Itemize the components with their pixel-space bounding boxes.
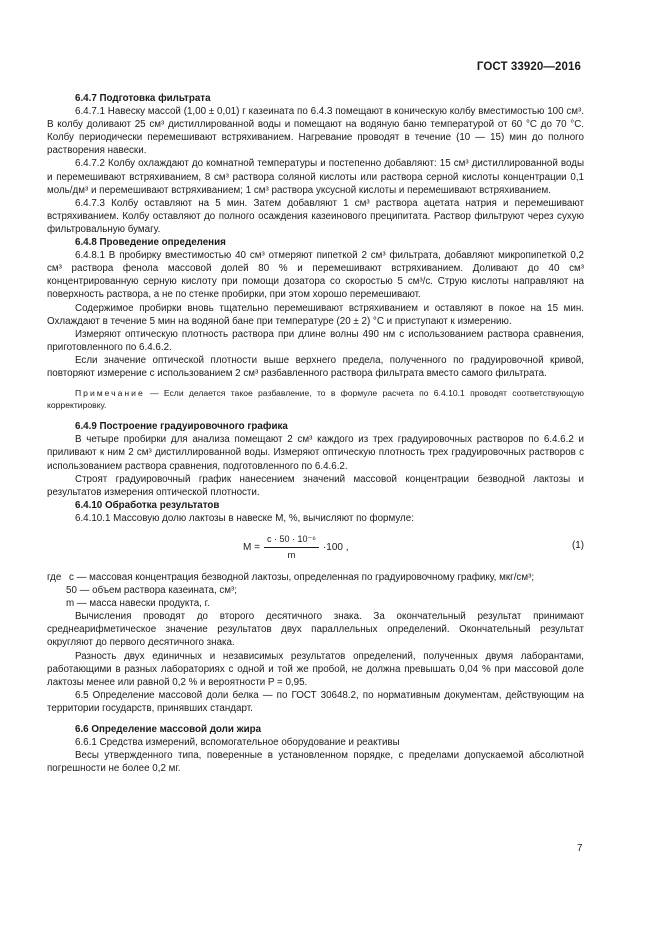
note (47, 388, 584, 411)
paragraph-6-4-7-2: 6.4.7.2 Колбу охлаждают до комнатной температуры и постепенно добавляют: 15 см³ дистиллированной воды и перемешивают встряхиванием, 8 см³ раствора соляной кислоты или раствора серной кислоты концентрации 0,1 моль/дм³ и перемешивают встряхиванием; 1 см³ раствора уксусной кислоты и перемешивают встряхиванием. (47, 158, 584, 196)
heading-6-4-7: 6.4.7 Подготовка фильтрата (75, 93, 211, 104)
legend-lead: где (47, 572, 62, 583)
formula-tail: ·100 , (322, 542, 349, 554)
paragraph-6-4-7-1: 6.4.7.1 Навеску массой (1,00 ± 0,01) г казеината по 6.4.3 помещают в коническую колбу вместимостью 100 см³. В колбу доливают 25 см³ дистиллированной воды и помещают на водяную баню температурой от 60 °С до 70 °С. Колбу периодически перемешивают встряхиванием. Нагревание проводят в течение (10 — 15) мин до полного растворения навески. (47, 106, 584, 157)
formula-denominator: m (287, 550, 296, 562)
page-number: 7 (577, 843, 583, 854)
paragraph-6-4-9-b: Строят градуировочный график нанесением значений массовой концентрации безводной лактозы и результатов измерения оптической плотности. (47, 473, 584, 498)
paragraph-6-4-10-1: 6.4.10.1 Массовую долю лактозы в навеске M, %, вычисляют по формуле: (75, 512, 414, 524)
paragraph-6-6-1: 6.6.1 Средства измерений, вспомогательное оборудование и реактивы (75, 737, 400, 749)
paragraph-6-4-8-rest: Содержимое пробирки вновь тщательно перемешивают встряхиванием и оставляют в покое на 15 мин. Охлаждают в течение 5 мин на водяной бане при температуре (20 ± 2) °С и приступают к измерению. (47, 302, 584, 327)
heading-6-4-9: 6.4.9 Построение градуировочного графика (75, 421, 288, 433)
legend-c: c — массовая концентрация безводной лактозы, определенная по градуировочному графику, мкг/см³; (69, 572, 535, 583)
paragraph-repeatability: Разность двух единичных и независимых результатов определений, полученных двумя лаборантами, работающими в разных лабораториях с одной и той же пробой, не должна превышать 0,04 % при массовой доле лактозы менее или равной 0,2 % и вероятности P = 0,95. (47, 650, 584, 688)
paragraph-6-6-1-scales: Весы утвержденного типа, поверенные в установленном порядке, с пределами допускаемой абсолютной погрешности не более 0,2 мг. (47, 750, 584, 775)
document-id-header: ГОСТ 33920—2016 (476, 61, 581, 73)
formula-expression (243, 533, 349, 562)
paragraph-6-4-8-1: 6.4.8.1 В пробирку вместимостью 40 см³ отмеряют пипеткой 2 см³ фильтрата, добавляют микропипеткой 0,2 см³ раствора фенола массовой долей 80 % и перемешивают встряхиванием. Доливают до 40 см³ концентрированную серную кислоту при помощи дозатора со скоростью 5 см³/с. Струю кислоты направляют на поверхность раствора, а не по стенке пробирки, при этом хорошо перемешивают. (47, 250, 584, 301)
formula-numerator: c · 50 · 10⁻⁶ (264, 533, 319, 548)
note-text: — Если делается такое разбавление, то в формуле расчета по 6.4.10.1 проводят соответствующую корректировку. (47, 388, 584, 410)
legend-50: 50 — объем раствора казеината, см³; (66, 585, 238, 597)
heading-6-4-10: 6.4.10 Обработка результатов (75, 499, 220, 511)
formula-1 (47, 529, 584, 569)
formula-fraction (264, 533, 319, 562)
note-label: Примечание (75, 388, 145, 399)
paragraph-6-4-9-a: В четыре пробирки для анализа помещают 2 см³ каждого из трех градуировочных растворов по 6.4.6.2 и приливают к ним 2 см³ дистиллированной воды. Измеряют оптическую плотность трех градуировочных растворов с использованием раствора сравнения, подготовленного по 6.4.6.2. (47, 434, 584, 472)
formula-legend (47, 571, 584, 610)
paragraph-calculation: Вычисления проводят до второго десятичного знака. За окончательный результат принимают среднеарифметическое значение результатов двух параллельных определений. Окончательный результат округляют до первого десятичного знака. (47, 611, 584, 649)
legend-m: m — масса навески продукта, г. (66, 598, 210, 610)
paragraph-6-5: 6.5 Определение массовой доли белка — по ГОСТ 30648.2, по нормативным документам, действующим на территории государств, принявших стандарт. (47, 689, 584, 714)
heading-6-4-8: 6.4.8 Проведение определения (75, 237, 226, 249)
formula-lhs: M = (243, 542, 260, 554)
paragraph-6-4-8-measure: Измеряют оптическую плотность раствора при длине волны 490 нм с использованием раствора сравнения, приготовленного по 6.4.6.2. (47, 328, 584, 353)
paragraph-6-4-8-dilution: Если значение оптической плотности выше верхнего предела, полученного по градуировочной кривой, повторяют измерение с использованием 2 см³ разбавленного раствора фильтрата вместо самого фильтрата. (47, 354, 584, 379)
page-body (47, 92, 584, 775)
paragraph-6-4-7-3: 6.4.7.3 Колбу оставляют на 5 мин. Затем добавляют 1 см³ раствора ацетата натрия и перемешивают встряхиванием. Колбу оставляют до полного осаждения казеинового преципитата. Раствор фильтруют через сухую фильтровальную бумагу. (47, 197, 584, 235)
heading-6-6: 6.6 Определение массовой доли жира (75, 724, 262, 736)
equation-number: (1) (572, 540, 584, 551)
